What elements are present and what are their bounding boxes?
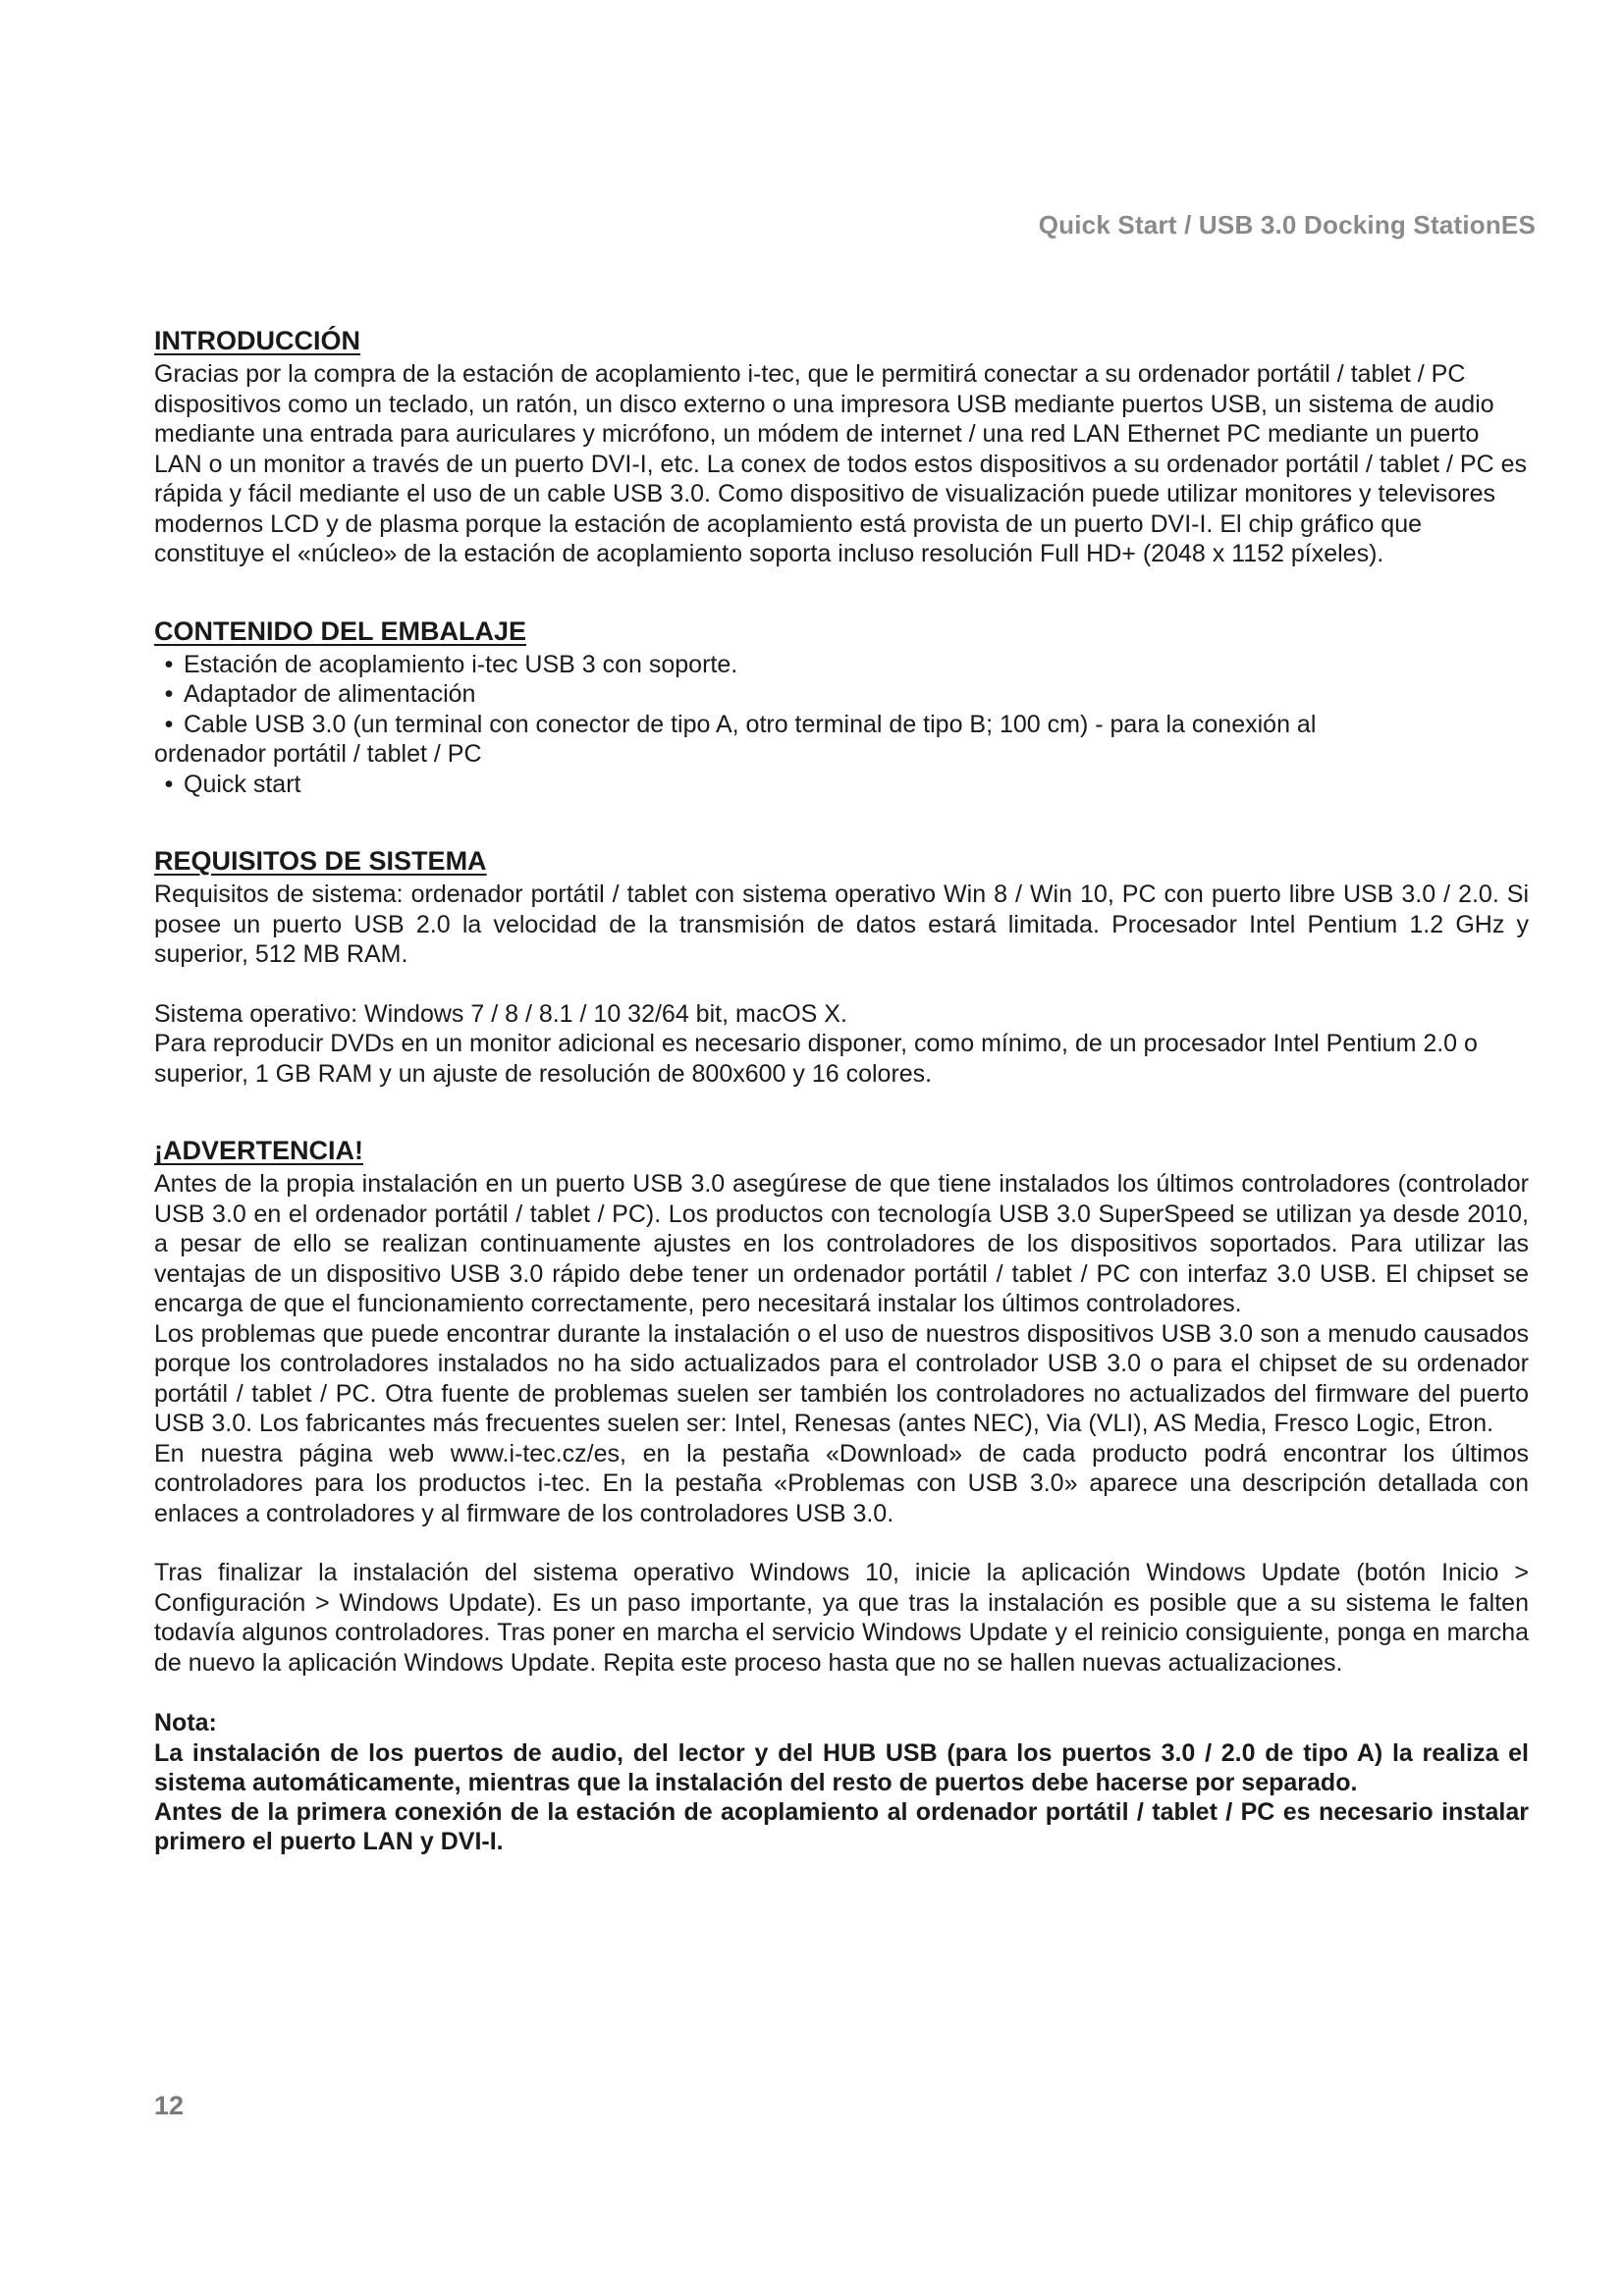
section-requisitos: [154, 844, 1529, 1089]
list-item: [154, 650, 1529, 680]
list-item-continuation: ordenador portátil / tablet / PC: [154, 740, 482, 768]
list-item: [154, 679, 1529, 710]
requirements-os: Sistema operativo: Windows 7 / 8 / 8.1 / 10 32/64 bit, macOS X.: [154, 999, 847, 1028]
section-contenido-embalaje: [154, 614, 1529, 800]
section-nota: [154, 1707, 1529, 1856]
page-content: [154, 324, 1529, 1856]
requirements-paragraph-1: Requisitos de sistema: ordenador portátil / tablet con sistema operativo Win 8 / Win 10, PC con puerto libre USB 3.0 / 2.0. Si posee un puerto USB 2.0 la velocidad de la transmisión de datos estará limitada. Procesador Intel Pentium 1.2 GHz y superior, 512 MB RAM.: [154, 881, 1529, 968]
bullet-icon: •: [164, 650, 174, 678]
warning-paragraph-3: En nuestra página web www.i-tec.cz/es, en la pestaña «Download» de cada producto podrá encontrar los últimos controladores para los productos i-tec. En la pestaña «Problemas con USB 3.0» aparece una descripción detallada con enlaces a controladores y al firmware de los controladores USB 3.0.: [154, 1439, 1529, 1527]
intro-paragraph: Gracias por la compra de la estación de acoplamiento i-tec, que le permitirá conectar a su ordenador portátil / tablet / PC dispositivos como un teclado, un ratón, un disco externo o una impresora USB mediante puertos USB, un sistema de audio mediante una entrada para auriculares y micrófono, un módem de internet / una red LAN Ethernet PC mediante un puerto LAN o un monitor a través de un puerto DVI-I, etc. La conex de todos estos dispositivos a su ordenador portátil / tablet / PC es rápida y fácil mediante el uso de un cable USB 3.0. Como dispositivo de visualización puede utilizar monitores y televisores modernos LCD y de plasma porque la estación de acoplamiento está provista de un puerto DVI-I. El chip gráfico que constituye el «núcleo» de la estación de acoplamiento soporta incluso resolución Full HD+ (2048 x 1152 píxeles).: [154, 360, 1527, 567]
page-number: 12: [154, 2091, 185, 2120]
note-label: Nota:: [154, 1709, 217, 1736]
section-title-advertencia: ¡ADVERTENCIA!: [154, 1136, 363, 1165]
list-item-text: Adaptador de alimentación: [184, 680, 476, 708]
note-text-1: La instalación de los puertos de audio, del lector y del HUB USB (para los puertos 3.0 / 2.0 de tipo A) la realiza el sistema automáticamente, mientras que la instalación del resto de puertos debe hacerse por separado.: [154, 1739, 1529, 1796]
list-item: [154, 770, 1529, 800]
section-title-introduccion: INTRODUCCIÓN: [154, 326, 360, 355]
bullet-icon: •: [164, 710, 174, 738]
section-title-contenido-embalaje: CONTENIDO DEL EMBALAJE: [154, 615, 527, 646]
warning-paragraph-4: Tras finalizar la instalación del sistema operativo Windows 10, inicie la aplicación Windows Update (botón Inicio > Configuración > Windows Update). Es un paso importante, ya que tras la instalación es posible que a su sistema le falten todavía algunos controladores. Tras poner en marcha el servicio Windows Update y el reinicio consiguiente, ponga en marcha de nuevo la aplicación Windows Update. Repita este proceso hasta que no se hallen nuevas actualizaciones.: [154, 1559, 1529, 1677]
warning-paragraph-1: Antes de la propia instalación en un puerto USB 3.0 asegúrese de que tiene instalados los últimos controladores (controlador USB 3.0 en el ordenador portátil / tablet / PC). Los productos con tecnología USB 3.0 SuperSpeed se utilizan ya desde 2010, a pesar de ello se realizan continuamente ajustes en los controladores de los dispositivos soportados. Para utilizar las ventajas de un dispositivo USB 3.0 rápido debe tener un ordenador portátil / tablet / PC con interfaz 3.0 USB. El chipset se encarga de que el funcionamiento correctamente, pero necesitará instalar los últimos controladores.: [154, 1170, 1529, 1317]
bullet-icon: •: [164, 770, 174, 798]
section-title-requisitos: REQUISITOS DE SISTEMA: [154, 846, 487, 876]
note-text-2: Antes de la primera conexión de la estación de acoplamiento al ordenador portátil / tablet / PC es necesario instalar primero el puerto LAN y DVI-I.: [154, 1798, 1529, 1855]
list-item-text: Quick start: [184, 770, 301, 798]
list-item: [154, 710, 1529, 740]
header-title: Quick Start / USB 3.0 Docking StationES: [1038, 210, 1536, 240]
warning-paragraph-2: Los problemas que puede encontrar durante la instalación o el uso de nuestros dispositivos USB 3.0 son a menudo causados porque los controladores instalados no ha sido actualizados para el controlador USB 3.0 o para el chipset de su ordenador portátil / tablet / PC. Otra fuente de problemas suelen ser también los controladores no actualizados del firmware del puerto USB 3.0. Los fabricantes más frecuentes suelen ser: Intel, Renesas (antes NEC), Via (VLI), AS Media, Fresco Logic, Etron.: [154, 1319, 1529, 1437]
section-introduccion: [154, 324, 1529, 569]
package-list: [154, 650, 1529, 800]
requirements-dvd: Para reproducir DVDs en un monitor adicional es necesario disponer, como mínimo, de un procesador Intel Pentium 2.0 o superior, 1 GB RAM y un ajuste de resolución de 800x600 y 16 colores.: [154, 1030, 1478, 1088]
list-item-text: Cable USB 3.0 (un terminal con conector de tipo A, otro terminal de tipo B; 100 cm) - para la conexión al: [184, 710, 1317, 738]
bullet-icon: •: [164, 680, 174, 708]
list-item-text: Estación de acoplamiento i-tec USB 3 con soporte.: [184, 650, 738, 678]
section-advertencia: [154, 1134, 1529, 1678]
